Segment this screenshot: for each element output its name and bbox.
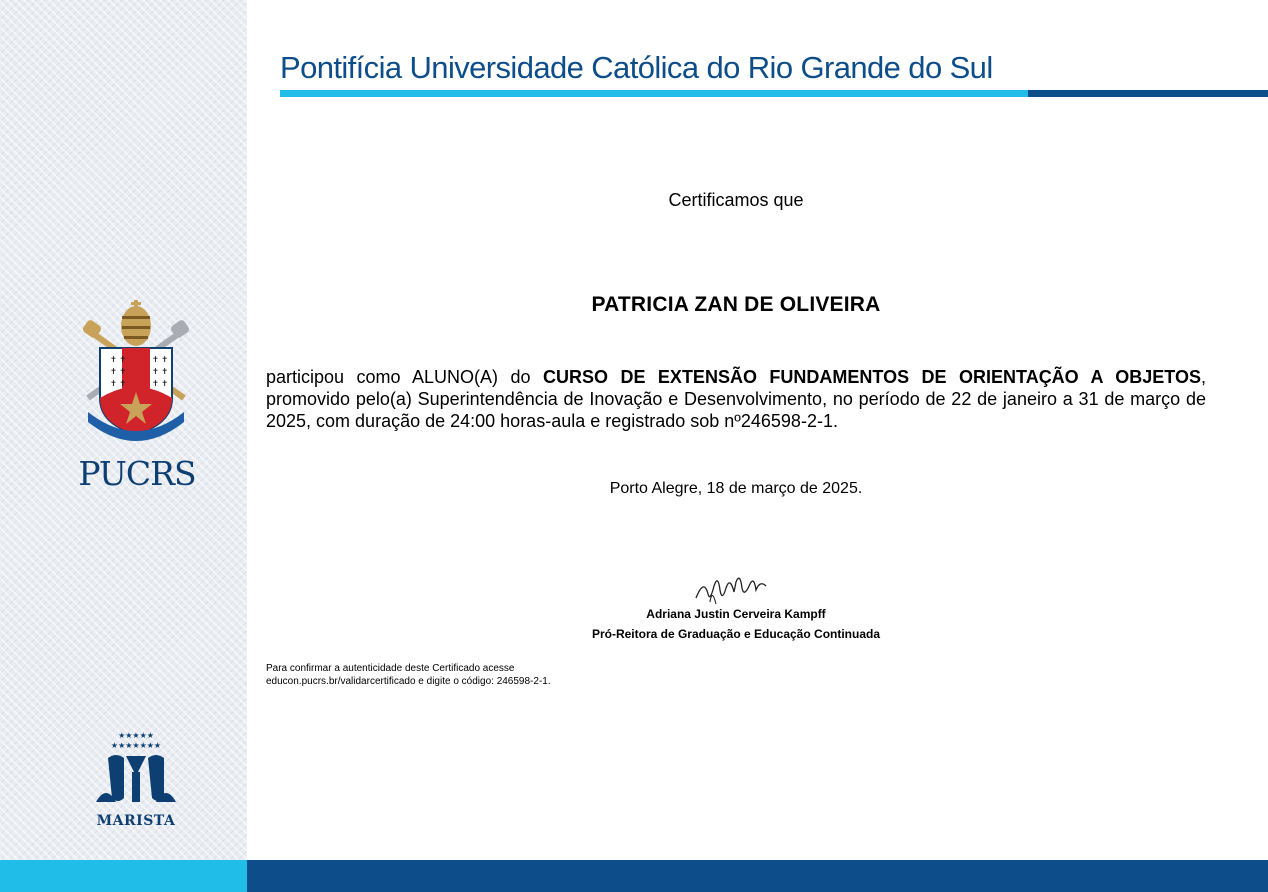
svg-text:✝ ✝: ✝ ✝ (110, 379, 126, 388)
signer-role: Pró-Reitora de Graduação e Educação Continuada (591, 627, 881, 641)
svg-text:✝ ✝: ✝ ✝ (110, 355, 126, 364)
shield-graphic (100, 348, 172, 434)
marista-logo-icon (94, 728, 178, 814)
tiara-graphic (121, 300, 151, 346)
marista-logo-text: MARISTA (96, 813, 176, 829)
body-suffix: , promovido pelo(a) Superintendência de Inovação e Desenvolvimento, no período de 22 de janeiro a 31 de março de 2025, com duração de 24:00 horas-aula e registrado sob nº246598-2-1. (266, 367, 1206, 431)
course-name: CURSO DE EXTENSÃO FUNDAMENTOS DE ORIENTAÇÃO A OBJETOS (542, 367, 1201, 387)
footer-bar-dark (247, 860, 1268, 892)
certificate-intro: Certificamos que (668, 190, 804, 210)
pucrs-logo-text: PUCRS (78, 454, 196, 493)
place-date: Porto Alegre, 18 de março de 2025. (609, 480, 863, 497)
verification-note: Para confirmar a autenticidade deste Certificado acesse educon.pucrs.br/validarcertificado e digite o código: 246598-2-1. (266, 663, 551, 687)
signature-image (690, 568, 770, 606)
university-title: Pontifícia Universidade Católica do Rio Grande do Sul (280, 50, 993, 85)
svg-text:★★★★★★★: ★★★★★★★ (110, 741, 162, 750)
recipient-name: PATRICIA ZAN DE OLIVEIRA (591, 293, 881, 316)
title-underline-light (280, 90, 1028, 97)
certificate-body (266, 366, 1206, 432)
sidebar-panel (0, 0, 247, 860)
svg-text:✝ ✝: ✝ ✝ (152, 367, 168, 376)
svg-text:✝ ✝: ✝ ✝ (152, 355, 168, 364)
svg-text:★★★★★: ★★★★★ (118, 731, 154, 740)
svg-text:✝ ✝: ✝ ✝ (110, 367, 126, 376)
footer-bar-light (0, 860, 247, 892)
signer-name: Adriana Justin Cerveira Kampff (646, 607, 826, 621)
svg-text:✝ ✝: ✝ ✝ (152, 379, 168, 388)
body-prefix: participou como ALUNO(A) do (266, 367, 543, 387)
title-underline-dark (1028, 90, 1268, 97)
pucrs-crest-icon (80, 300, 192, 450)
